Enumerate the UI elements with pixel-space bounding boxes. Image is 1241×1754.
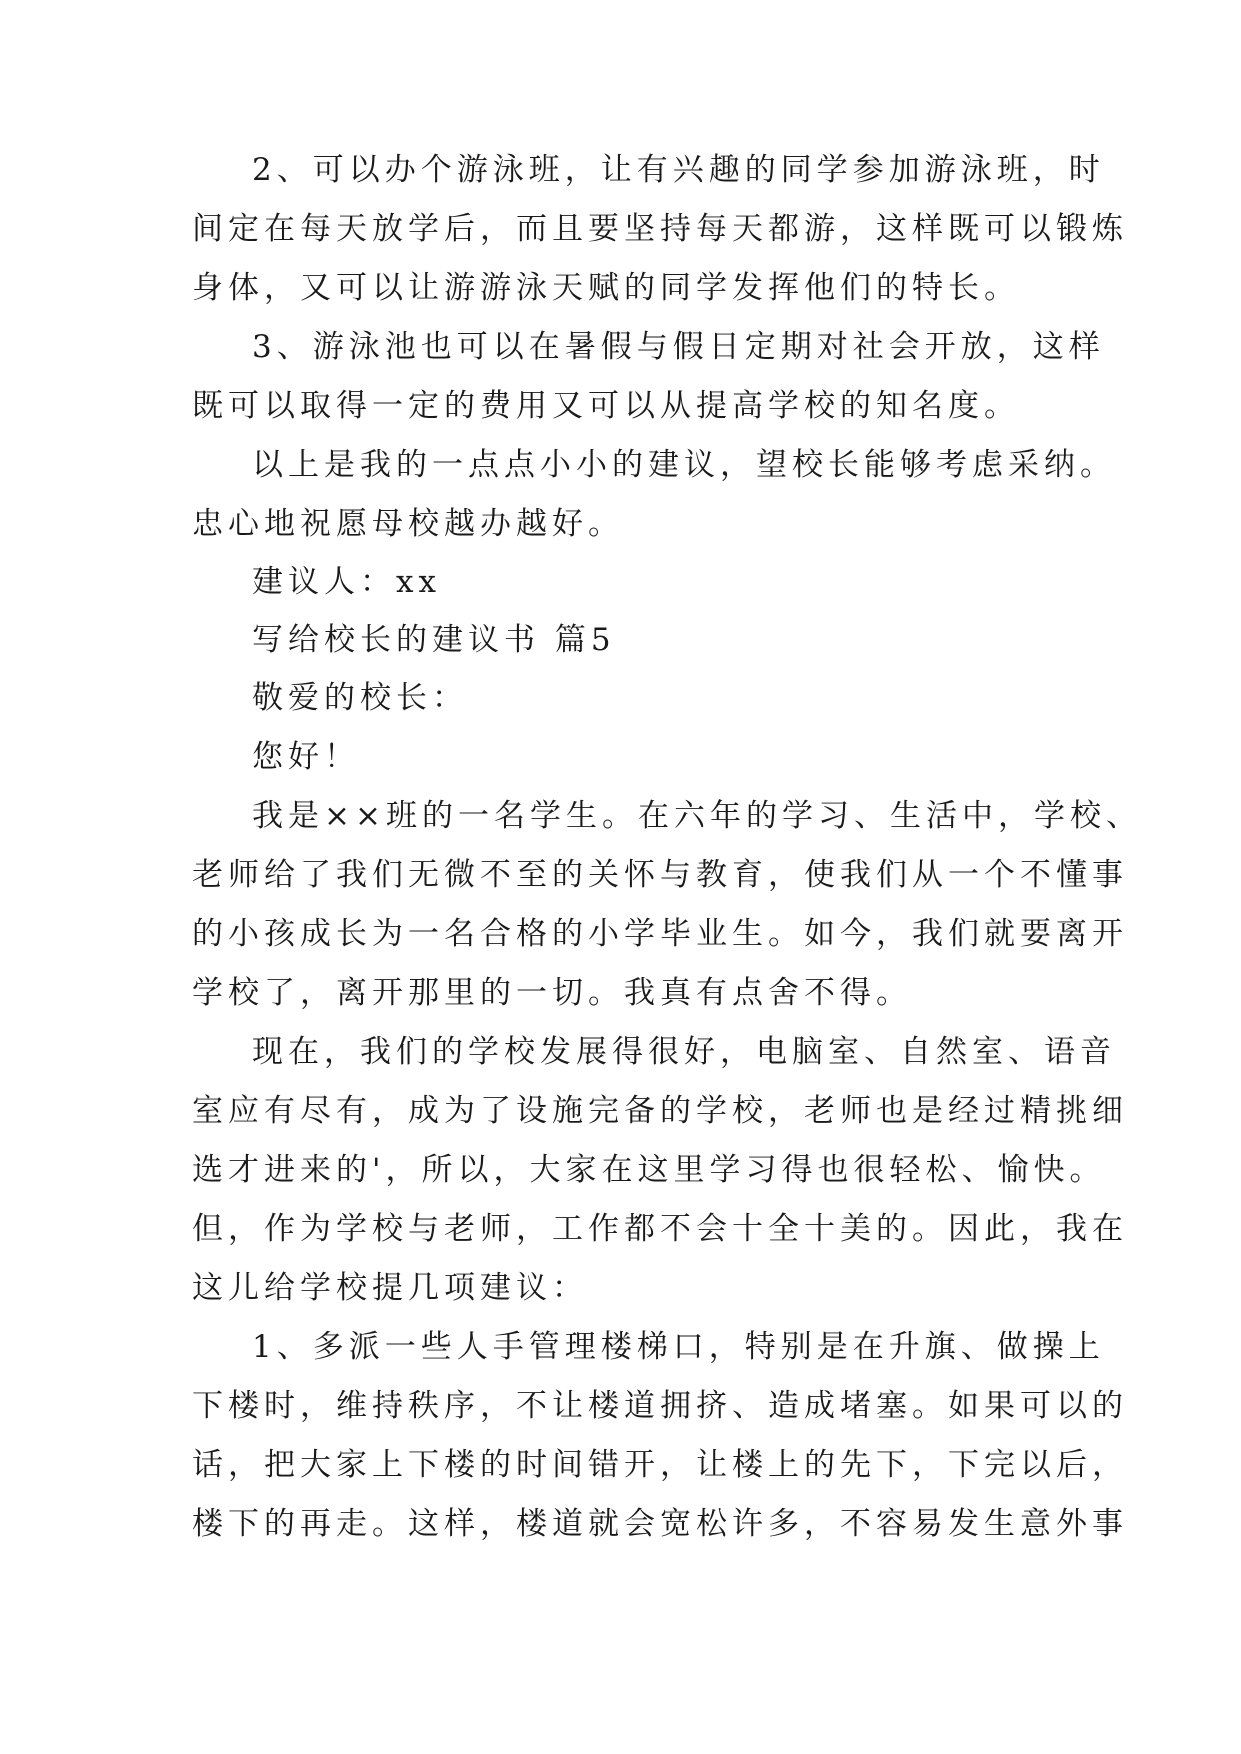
text-line: 的小孩成长为一名合格的小学毕业生。如今，我们就要离开 [192, 916, 1128, 952]
section-heading: 写给校长的建议书 篇5 [252, 622, 616, 658]
text-line: 2、可以办个游泳班，让有兴趣的同学参加游泳班，时 [252, 152, 1105, 188]
text-line: 但，作为学校与老师，工作都不会十全十美的。因此，我在 [192, 1211, 1128, 1247]
text-line: 以上是我的一点点小小的建议，望校长能够考虑采纳。 [252, 447, 1116, 483]
text-line: 选才进来的'，所以，大家在这里学习得也很轻松、愉快。 [192, 1152, 1106, 1188]
signature-line: 建议人：xx [252, 564, 441, 600]
text-line: 3、游泳池也可以在暑假与假日定期对社会开放，这样 [252, 329, 1105, 365]
text-line: 学校了，离开那里的一切。我真有点舍不得。 [192, 975, 912, 1011]
text-line: 这儿给学校提几项建议： [192, 1270, 588, 1306]
text-line: 既可以取得一定的费用又可以从提高学校的知名度。 [192, 388, 1020, 424]
text-line: 楼下的再走。这样，楼道就会宽松许多，不容易发生意外事 [192, 1506, 1128, 1542]
text-line: 我是××班的一名学生。在六年的学习、生活中，学校、 [252, 798, 1142, 834]
text-line: 身体，又可以让游游泳天赋的同学发挥他们的特长。 [192, 270, 1020, 306]
text-line: 下楼时，维持秩序，不让楼道拥挤、造成堵塞。如果可以的 [192, 1388, 1128, 1424]
text-line: 现在，我们的学校发展得很好，电脑室、自然室、语音 [252, 1034, 1116, 1070]
greeting: 您好！ [252, 739, 360, 775]
text-line: 室应有尽有，成为了设施完备的学校，老师也是经过精挑细 [192, 1093, 1128, 1129]
text-line: 话，把大家上下楼的时间错开，让楼上的先下，下完以后， [192, 1447, 1128, 1483]
salutation: 敬爱的校长： [252, 680, 468, 716]
text-line: 老师给了我们无微不至的关怀与教育，使我们从一个不懂事 [192, 857, 1128, 893]
text-line: 忠心地祝愿母校越办越好。 [192, 506, 624, 542]
text-line: 间定在每天放学后，而且要坚持每天都游，这样既可以锻炼 [192, 211, 1128, 247]
text-line: 1、多派一些人手管理楼梯口，特别是在升旗、做操上 [252, 1329, 1105, 1365]
